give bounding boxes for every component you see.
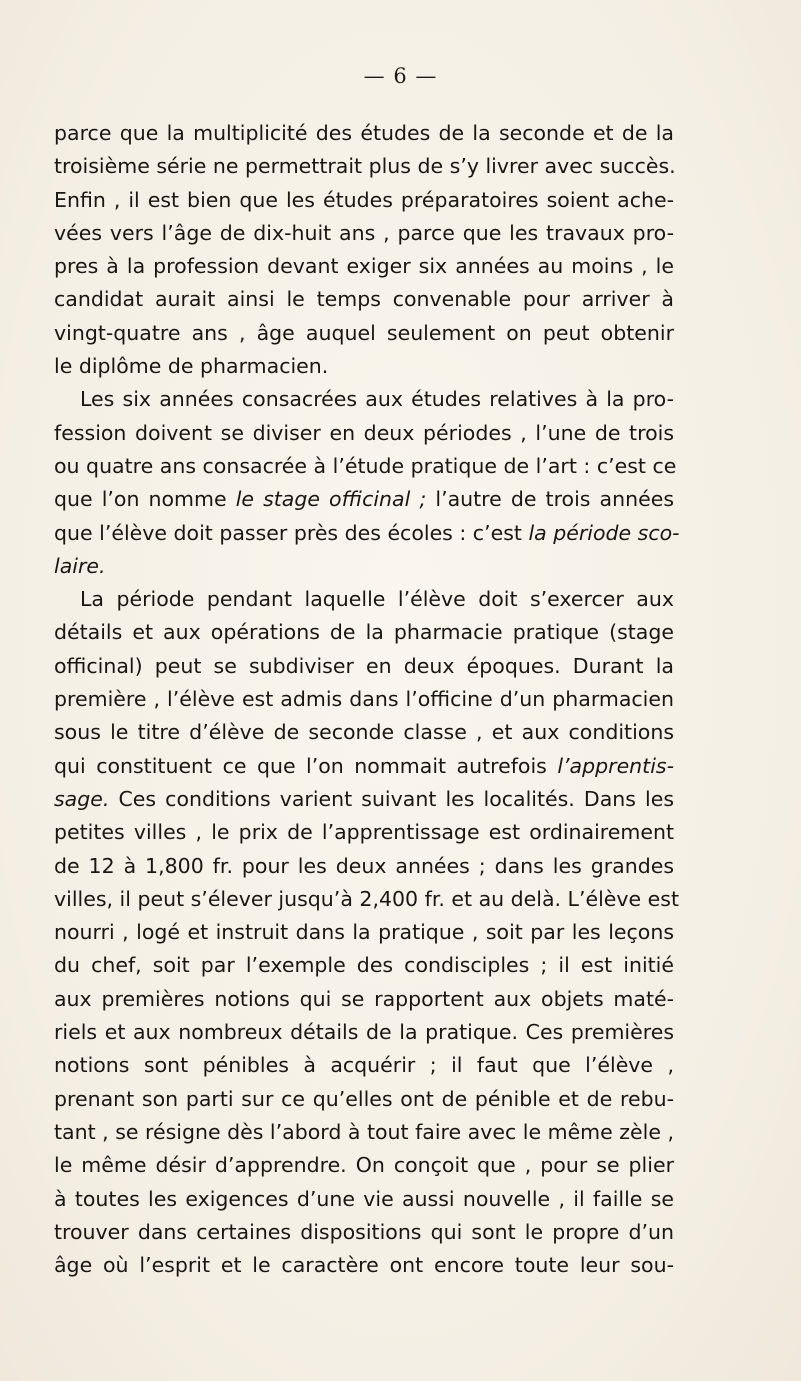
- text-line: [54, 850, 674, 883]
- text-segment: villes, il peut s’élever jusqu’à 2,400 fr. et au delà. L’élève est: [54, 886, 679, 911]
- italic-term: sage.: [54, 786, 110, 811]
- text-line: [54, 483, 674, 516]
- text-segment: de 12 à 1,800 fr. pour les deux années ; dans les grandes: [54, 853, 674, 878]
- text-line: [54, 350, 674, 383]
- text-segment: le même désir d’apprendre. On conçoit que , pour se plier: [54, 1153, 674, 1178]
- text-line: [54, 1216, 674, 1249]
- text-segment: troisième série ne permettrait plus de s’y livrer avec succès.: [54, 154, 676, 179]
- body-text: [54, 117, 680, 1282]
- text-line: [54, 517, 680, 550]
- text-segment: officinal) peut se subdiviser en deux époques. Durant la: [54, 653, 674, 678]
- text-segment: Les six années consacrées aux études relatives à la pro-: [80, 387, 674, 412]
- text-line: [54, 1183, 674, 1216]
- text-line: [54, 383, 674, 416]
- text-line: [54, 283, 674, 316]
- text-segment: à toutes les exigences d’une vie aussi nouvelle , il faille se: [54, 1186, 674, 1211]
- italic-term: le stage officinal ;: [235, 487, 427, 512]
- text-line: [54, 217, 674, 250]
- text-line: [54, 550, 674, 583]
- text-segment: aux premières notions qui se rapportent aux objets maté-: [54, 986, 674, 1011]
- text-segment: Ces conditions varient suivant les localités. Dans les: [109, 786, 674, 811]
- text-line: [54, 417, 674, 450]
- text-line: [54, 1249, 674, 1282]
- text-segment: parce que la multiplicité des études de la seconde et de la: [54, 121, 674, 145]
- text-segment: première , l’élève est admis dans l’officine d’un pharmacien: [54, 687, 674, 712]
- text-segment: fession doivent se diviser en deux périodes , l’une de trois: [54, 420, 674, 445]
- text-line: [54, 450, 677, 483]
- italic-term: la période sco-: [528, 520, 680, 545]
- text-line: [54, 816, 674, 849]
- text-segment: le diplôme de pharmacien.: [54, 354, 329, 379]
- text-line: [54, 783, 674, 816]
- text-line: [54, 250, 674, 283]
- text-segment: vées vers l’âge de dix-huit ans , parce que les travaux pro-: [54, 220, 674, 245]
- text-line: [54, 1149, 674, 1182]
- text-line: [54, 583, 674, 616]
- text-line: [54, 949, 674, 982]
- text-segment: prenant son parti sur ce qu’elles ont de pénible et de rebu-: [54, 1086, 674, 1111]
- text-line: [54, 716, 674, 749]
- text-line: [54, 1116, 674, 1149]
- italic-term: l’apprentis-: [557, 753, 674, 778]
- text-line: [54, 616, 674, 649]
- text-line: [54, 1049, 674, 1082]
- text-segment: Enfin , il est bien que les études préparatoires soient ache-: [54, 187, 674, 212]
- text-segment: trouver dans certaines dispositions qui sont le propre d’un: [54, 1219, 674, 1244]
- italic-term: laire.: [54, 553, 106, 578]
- text-segment: que l’on nomme: [54, 487, 236, 512]
- text-segment: sous le titre d’élève de seconde classe , et aux conditions: [54, 720, 674, 745]
- text-segment: tant , se résigne dès l’abord à tout faire avec le même zèle ,: [54, 1119, 674, 1144]
- text-segment: riels et aux nombreux détails de la pratique. Ces premières: [54, 1020, 674, 1045]
- text-line: [54, 750, 674, 783]
- text-line: [54, 650, 674, 683]
- text-segment: nourri , logé et instruit dans la pratique , soit par les leçons: [54, 920, 674, 945]
- text-segment: candidat aurait ainsi le temps convenable pour arriver à: [54, 287, 674, 312]
- page-number-header: — 6 —: [363, 64, 438, 88]
- text-line: [54, 150, 674, 183]
- text-segment: âge où l’esprit et le caractère ont encore toute leur sou-: [54, 1253, 674, 1278]
- text-line: [54, 184, 674, 217]
- text-segment: qui constituent ce que l’on nommait autrefois: [54, 753, 558, 778]
- text-segment: ou quatre ans consacrée à l’étude pratique de l’art : c’est ce: [54, 453, 677, 478]
- text-segment: du chef, soit par l’exemple des condisciples ; il est initié: [54, 953, 674, 978]
- text-segment: que l’élève doit passer près des écoles : c’est: [54, 520, 529, 545]
- text-segment: notions sont pénibles à acquérir ; il faut que l’élève ,: [54, 1053, 674, 1078]
- text-segment: vingt-quatre ans , âge auquel seulement on peut obtenir: [54, 320, 674, 345]
- text-segment: La période pendant laquelle l’élève doit s’exercer aux: [80, 587, 674, 612]
- text-line: [54, 1016, 674, 1049]
- text-segment: petites villes , le prix de l’apprentissage est ordinairement: [54, 820, 674, 845]
- text-line: [54, 983, 674, 1016]
- text-segment: détails et aux opérations de la pharmacie pratique (stage: [54, 620, 674, 645]
- text-line: [54, 317, 674, 350]
- text-line: [54, 916, 674, 949]
- text-segment: l’autre de trois années: [426, 487, 675, 512]
- text-line: [54, 117, 674, 150]
- text-line: [54, 1083, 674, 1116]
- text-line: [54, 683, 674, 716]
- text-segment: pres à la profession devant exiger six années au moins , le: [54, 254, 674, 279]
- text-line: [54, 883, 679, 916]
